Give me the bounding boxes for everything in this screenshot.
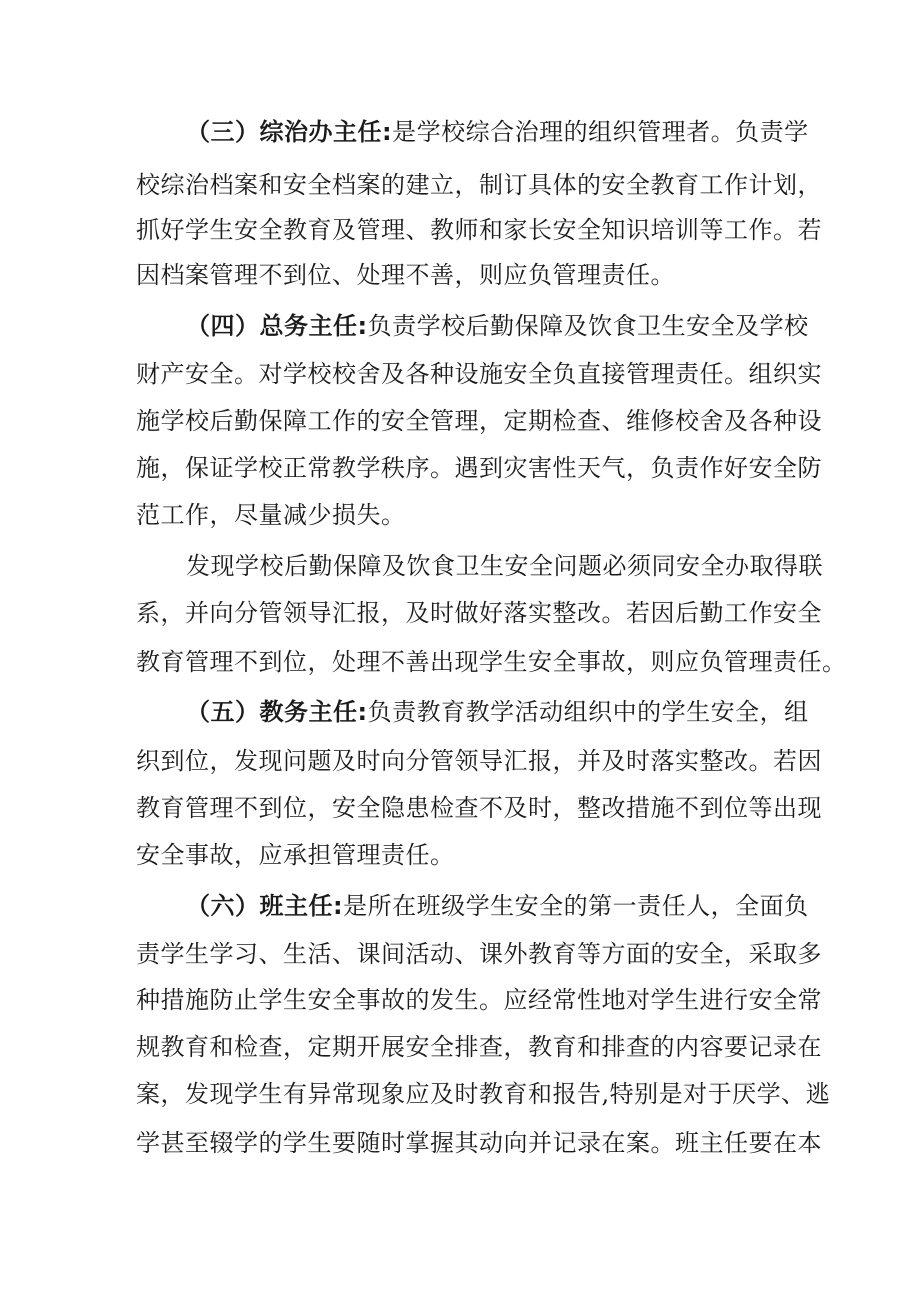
- paragraph-line: 范工作，尽量减少损失。: [136, 501, 406, 529]
- paragraph-text: 负责学校后勤保障及饮食卫生安全及学校: [367, 312, 809, 340]
- paragraph-line: 施，保证学校正常教学秩序。遇到灾害性天气，负责作好安全防: [136, 454, 822, 482]
- paragraph-line: 教育管理不到位，处理不善出现学生安全事故，则应负管理责任。: [136, 648, 847, 676]
- paragraph-line: 案，发现学生有异常现象应及时教育和报告,特别是对于厌学、逃: [136, 1080, 831, 1108]
- paragraph-line: 种措施防止学生安全事故的发生。应经常性地对学生进行安全常: [136, 986, 822, 1014]
- paragraph-line: 责学生学习、生活、课间活动、课外教育等方面的安全，采取多: [136, 940, 822, 968]
- paragraph-line: 织到位，发现问题及时向分管领导汇报，并及时落实整改。若因: [136, 747, 822, 775]
- section-heading: （五）教务主任:: [186, 698, 368, 726]
- paragraph-line: [186, 697, 809, 727]
- paragraph-line: [186, 891, 809, 921]
- paragraph-line: 校综治档案和安全档案的建立，制订具体的安全教育工作计划，: [136, 171, 822, 199]
- paragraph-line: 系，并向分管领导汇报，及时做好落实整改。若因后勤工作安全: [136, 599, 822, 627]
- section-heading: （三）综治办主任:: [186, 118, 393, 146]
- paragraph-line: [186, 117, 809, 147]
- paragraph-line: 抓好学生安全教育及管理、教师和家长安全知识培训等工作。若: [136, 216, 822, 244]
- paragraph-line: [186, 311, 809, 341]
- paragraph-text: 是所在班级学生安全的第一责任人，全面负: [343, 892, 809, 920]
- paragraph-line: 施学校后勤保障工作的安全管理，定期检查、维修校舍及各种设: [136, 407, 822, 435]
- section-heading: （四）总务主任:: [186, 312, 368, 340]
- paragraph-line: 教育管理不到位，安全隐患检查不及时，整改措施不到位等出现: [136, 794, 822, 822]
- section-heading: （六）班主任:: [186, 892, 344, 920]
- paragraph-text: 负责教育教学活动组织中的学生安全，组: [367, 698, 809, 726]
- paragraph-line: 发现学校后勤保障及饮食卫生安全问题必须同安全办取得联: [186, 552, 823, 580]
- paragraph-text: 是学校综合治理的组织管理者。负责学: [392, 118, 809, 146]
- paragraph-line: 规教育和检查，定期开展安全排查，教育和排查的内容要记录在: [136, 1033, 822, 1061]
- paragraph-line: 学甚至辍学的学生要随时掌握其动向并记录在案。班主任要在本: [136, 1129, 822, 1157]
- paragraph-line: 因档案管理不到位、处理不善，则应负管理责任。: [136, 261, 675, 289]
- paragraph-line: 安全事故，应承担管理责任。: [136, 841, 455, 869]
- paragraph-line: 财产安全。对学校校舍及各种设施安全负直接管理责任。组织实: [136, 360, 822, 388]
